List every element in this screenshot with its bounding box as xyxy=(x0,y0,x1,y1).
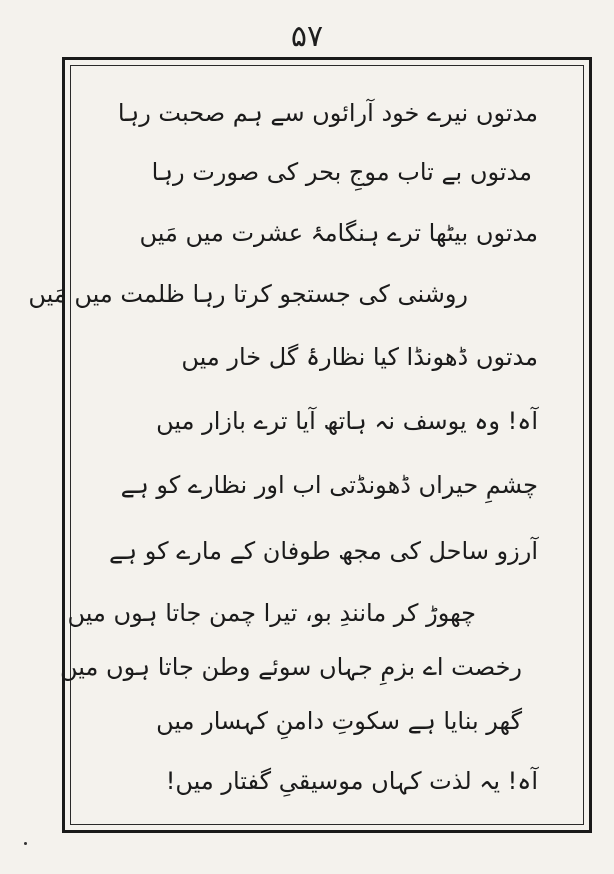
verse-line-10: رخصت اے بزمِ جہاں سوئے وطن جاتا ہوں میں xyxy=(60,653,522,681)
verse-line-2: مدتوں بے تاب موجِ بحر کی صورت رہا xyxy=(151,158,532,186)
ink-speck xyxy=(24,842,27,845)
verse-line-12: آہ! یہ لذت کہاں موسیقیِ گفتار میں! xyxy=(165,767,538,795)
verse-line-3: مدتوں بیٹھا ترے ہنگامۂ عشرت میں مَیں xyxy=(139,219,538,247)
verse-line-7: چشمِ حیراں ڈھونڈتی اب اور نظارے کو ہے xyxy=(120,471,538,499)
verse-line-9: چھوڑ کر مانندِ بو، تیرا چمن جاتا ہوں میں xyxy=(67,599,476,627)
verse-line-8: آرزو ساحل کی مجھ طوفان کے مارے کو ہے xyxy=(108,537,538,565)
verse-line-5: مدتوں ڈھونڈا کیا نظارۂ گل خار میں xyxy=(181,343,538,371)
verse-line-1: مدتوں نیرے خود آرائوں سے ہم صحبت رہا xyxy=(117,99,538,127)
verse-line-4: روشنی کی جستجو کرتا رہا ظلمت میں مَیں xyxy=(28,280,468,308)
verse-line-11: گھر بنایا ہے سکوتِ دامنِ کہسار میں xyxy=(156,707,522,735)
verse-line-6: آہ! وہ یوسف نہ ہاتھ آیا ترے بازار میں xyxy=(156,407,538,435)
page-number: ۵۷ xyxy=(290,19,324,54)
